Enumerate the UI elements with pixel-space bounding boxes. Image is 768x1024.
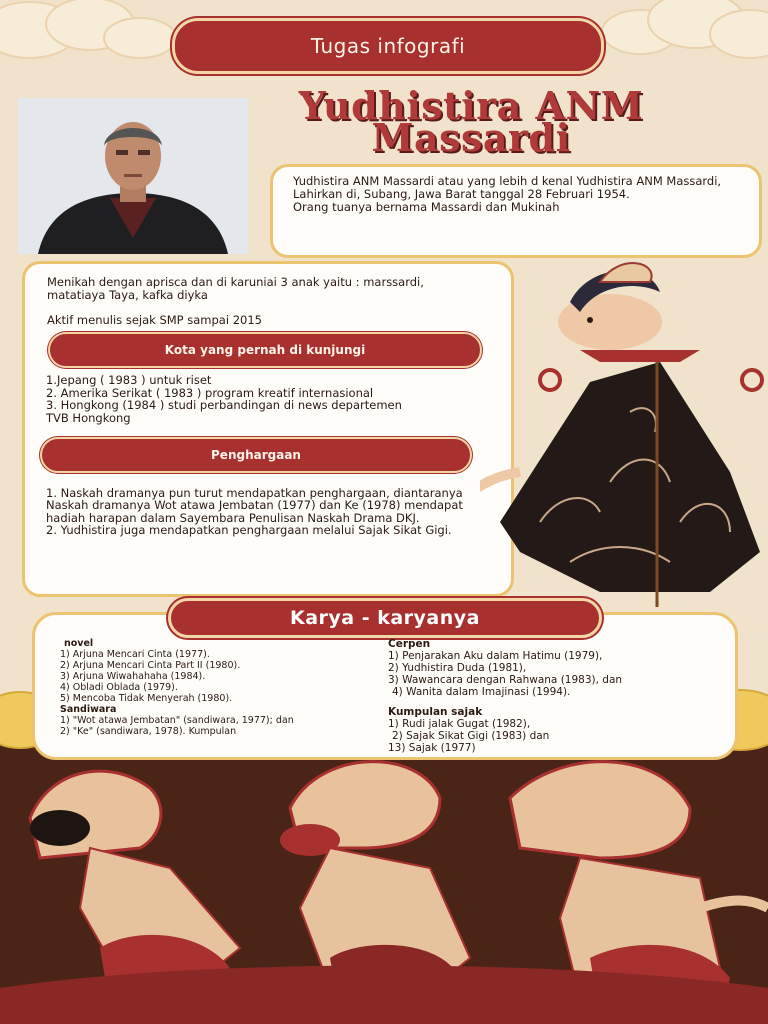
visited-list <box>46 374 486 424</box>
list-item: 3) Arjuna Wiwahahaha (1984). <box>60 671 206 682</box>
list-item: 1. Naskah dramanya pun turut mendapatkan penghargaan, diantaranya Naskah dramanya Wot atawa Jembatan (1977) dan Ke (1978) mendapat hadiah harapan dalam Sayembara Penulisan Naskah Drama DKJ. <box>46 486 463 525</box>
wayang-puppet-icon <box>480 262 768 612</box>
list-item: 2) Sajak Sikat Gigi (1983) dan <box>392 730 550 742</box>
writing-text: Aktif menulis sejak SMP sampai 2015 <box>47 313 262 327</box>
visited-title-pill <box>48 332 482 368</box>
header-banner <box>172 18 604 74</box>
list-item: 1) "Wot atawa Jembatan" (sandiwara, 1977); dan <box>60 715 294 726</box>
list-item: 1) Penjarakan Aku dalam Hatimu (1979), <box>388 650 603 662</box>
list-item: 3. Hongkong (1984 ) studi perbandingan di news departemen TVB Hongkong <box>46 398 402 425</box>
novel-heading: novel <box>64 638 94 649</box>
person-name-line1: Yudhistira ANM <box>298 83 644 128</box>
wayang-group-icon <box>0 748 768 1024</box>
works-title: Karya - karyanya <box>289 607 480 629</box>
list-item: 2) "Ke" (sandiwara, 1978). Kumpulan <box>60 726 237 737</box>
awards-title: Penghargaan <box>211 448 301 462</box>
list-item: 1) Arjuna Mencari Cinta (1977). <box>60 649 210 660</box>
list-item: 1.Jepang ( 1983 ) untuk riset <box>46 373 212 387</box>
awards-list <box>46 487 486 536</box>
list-item: 13) Sajak (1977) <box>388 742 476 754</box>
portrait-illustration-icon <box>18 98 248 254</box>
person-name-line2: Massardi <box>371 115 571 160</box>
family-text: Menikah dengan aprisca dan di karuniai 3 anak yaitu : marssardi, matatiaya Taya, kafka diyka <box>47 275 424 302</box>
awards-title-pill <box>40 437 472 473</box>
intro-line: Yudhistira ANM Massardi atau yang lebih d kenal Yudhistira ANM Massardi, <box>293 174 722 188</box>
list-item: 1) Rudi jalak Gugat (1982), <box>388 718 531 730</box>
cerpen-heading: Cerpen <box>388 638 431 650</box>
header-title: Tugas infografi <box>310 34 466 58</box>
sajak-heading: Kumpulan sajak <box>388 706 483 718</box>
works-title-banner <box>168 598 602 638</box>
biography-card <box>22 261 514 597</box>
novel-column <box>60 638 306 737</box>
intro-card <box>270 164 762 258</box>
intro-line: Orang tuanya bernama Massardi dan Mukinah <box>293 200 560 214</box>
list-item: 2. Yudhistira juga mendapatkan penghargaan melalui Sajak Sikat Gigi. <box>46 522 452 537</box>
cloud-ornament-left-icon <box>0 0 180 70</box>
list-item: 2) Arjuna Mencari Cinta Part II (1980). <box>60 660 241 671</box>
list-item: 4) Wanita dalam Imajinasi (1994). <box>392 686 571 698</box>
list-item: 5) Mencoba Tidak Menyerah (1980). <box>60 693 233 704</box>
sandiwara-heading: Sandiwara <box>60 704 117 715</box>
cerpen-column <box>388 638 688 754</box>
visited-title: Kota yang pernah di kunjungi <box>164 343 366 357</box>
list-item: 2. Amerika Serikat ( 1983 ) program kreatif internasional <box>46 385 374 400</box>
intro-line: Lahirkan di, Subang, Jawa Barat tanggal 28 Februari 1954. <box>293 187 630 201</box>
portrait-photo <box>18 98 248 254</box>
list-item: 3) Wawancara dengan Rahwana (1983), dan <box>388 674 623 686</box>
cloud-ornament-right-icon <box>600 0 768 70</box>
person-name <box>256 83 686 160</box>
list-item: 2) Yudhistira Duda (1981), <box>388 662 527 674</box>
list-item: 4) Obladi Oblada (1979). <box>60 682 178 693</box>
